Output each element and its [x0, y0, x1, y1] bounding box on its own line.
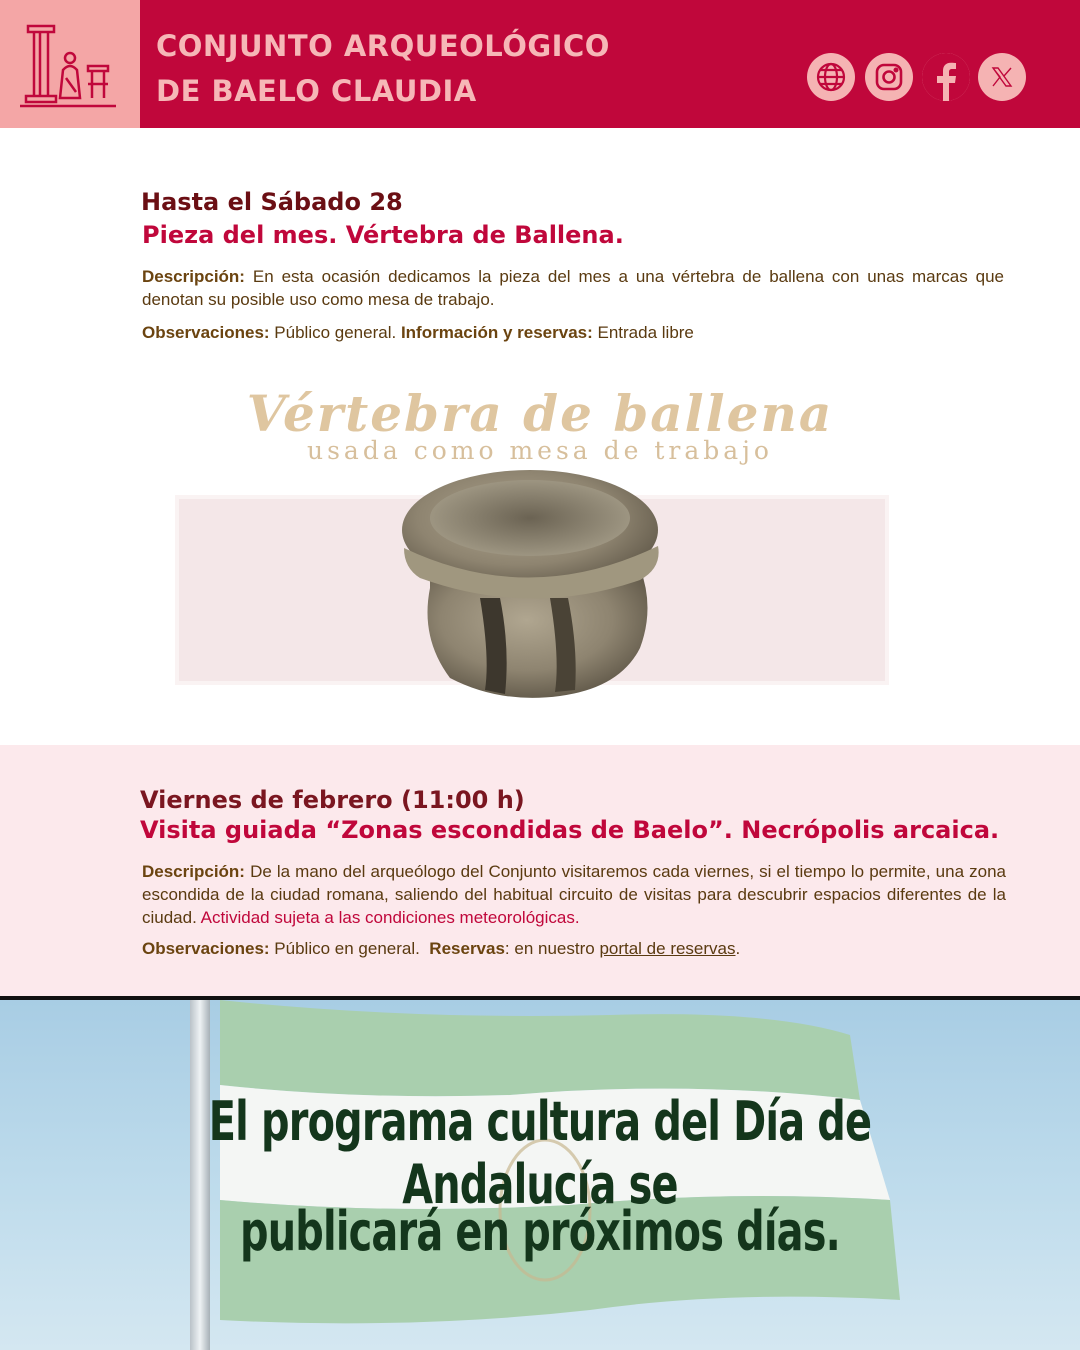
event2-weather-warning: Actividad sujeta a las condiciones meteorológicas. [200, 908, 580, 927]
event2-observations [142, 937, 1006, 960]
event1-obs-text: Público general. [274, 323, 397, 342]
site-title-line2: DE BAELO CLAUDIA [156, 74, 477, 108]
event1-date: Hasta el Sábado 28 [141, 188, 403, 216]
event2-desc-label: Descripción: [142, 862, 245, 881]
instagram-icon [874, 62, 904, 92]
site-logo[interactable] [0, 0, 140, 128]
website-link[interactable] [807, 53, 855, 101]
instagram-link[interactable] [865, 53, 913, 101]
event1-description [142, 265, 1004, 311]
event2-res-text: : en nuestro [504, 939, 595, 958]
facebook-link[interactable] [922, 53, 970, 101]
booking-portal-link[interactable]: portal de reservas [599, 939, 736, 958]
featured-subtitle: usada como mesa de trabajo [307, 436, 773, 465]
x-icon [990, 65, 1014, 89]
event2-obs-text: Público en general. [274, 939, 420, 958]
event1-info-text: Entrada libre [597, 323, 694, 342]
roman-ruins-icon [18, 18, 118, 110]
whale-vertebra-image [400, 468, 665, 704]
event2-title: Visita guiada “Zonas escondidas de Baelo”. Necrópolis arcaica. [140, 816, 1000, 844]
event1-obs-label: Observaciones: [142, 323, 270, 342]
event1-desc-text: En esta ocasión dedicamos la pieza del mes a una vértebra de ballena con unas marcas que denotan su posible uso como mesa de trabajo. [142, 267, 1004, 309]
site-header [0, 0, 1080, 128]
event2-desc-text: De la mano del arqueólogo del Conjunto visitaremos cada viernes, si el tiempo lo permite, una zona escondida de la ciudad romana, saliendo del habitual circuito de visitas para descubrir espacios diferentes de la ciudad. [142, 862, 1006, 927]
event1-info-label: Información y reservas: [400, 323, 593, 342]
event2-res-end: . [735, 939, 741, 958]
event1-desc-label: Descripción: [142, 267, 245, 286]
event2-obs-label: Observaciones: [142, 939, 270, 958]
event2-res-label: Reservas [429, 939, 505, 958]
site-title[interactable] [156, 24, 610, 114]
event1-title: Pieza del mes. Vértebra de Ballena. [142, 221, 624, 249]
featured-title: Vértebra de ballena [246, 384, 834, 443]
site-title-line1: CONJUNTO ARQUEOLÓGICO [156, 29, 610, 63]
x-link[interactable] [978, 53, 1026, 101]
event2-date: Viernes de febrero (11:00 h) [140, 786, 525, 814]
event1-observations [142, 321, 1004, 344]
banner-line1: El programa cultura del Día de Andalucía se [208, 1090, 872, 1216]
facebook-icon [922, 53, 970, 101]
globe-icon [815, 61, 847, 93]
banner-line2: publicará en próximos días. [240, 1200, 840, 1263]
event2-description [142, 860, 1006, 929]
